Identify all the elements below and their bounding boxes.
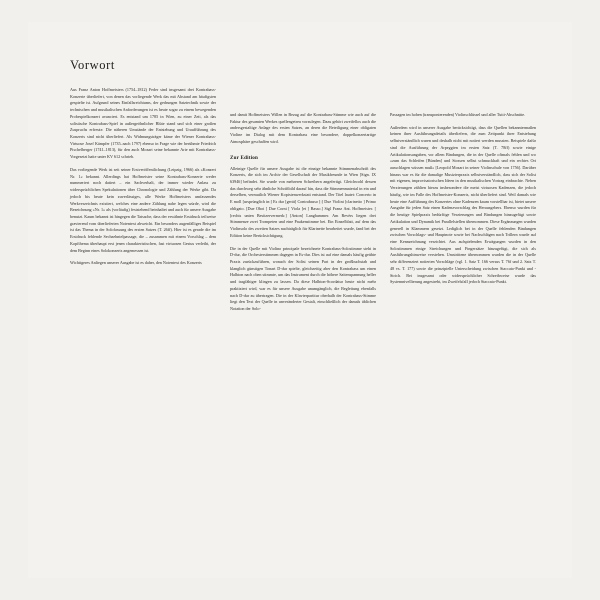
paragraph: Wichtigeres Anliegen unserer Ausgabe ist es daher, den Notentext des Konzerts [70, 260, 202, 266]
paragraph: Passagen im hohen (transponierenden) Violinschlüssel und aller Tutti-Abschnitte. [390, 112, 526, 117]
paragraph: Das vorliegende Werk ist seit seiner Erstveröffentlichung (Leipzig, 1966) als »Konzert Nr. 1« bekannt. Allerdings hat Hoffmeister seine Kontrabass-Konzerte weder nummeriert noch datiert – ein Sachverhalt, der immer wieder Anlass zu widersprüchlichen Spekulationen über Chronologie und Zählung der Werke gibt. Da jedoch bis heute kein zuverlässiges, alle Werke Hoffmeisters umfassendes Werkverzeichnis existiert, welches eine andere Zählung nahe legen würde, wird die Bezeichnung »Nr. 1« als (vorläufig) feststehend beinhaltet und auch für unsere Ausgabe benutzt. Kaum bekannt ist hingegen die Tatsache, dass der erwähnte Erstdruck teilweise gravierend vom überlieferten Notentext abweicht. Ein besonders augenfälliges Beispiel ist das Thema in der Solofassung des ersten Satzes (T. 26ff). Hier ist es gerade die im Erstdruck fehlende Sechzehntelpassage, die – zusammen mit einem Vorschlag – dem Kopfthema überhaupt erst jenen charakteristischen, fast virtuosen Gestus verleiht, der dem Beginn eines Solokonzerts angemessen ist. [70, 166, 216, 253]
paragraph: Aus Franz Anton Hoffmeisters (1754–1812) Feder sind insgesamt drei Kontrabass-Konzerte überliefert, von denen das vorliegende Werk das mit Abstand am häufigsten gespielte ist. Aufgrund seines Einfallsreichtums, der gedrungen Satztechnik sowie der technischen und musikalischen Anforderungen ist es heute sogar zu einem bewegenden Probespielkonzert avanciert. Es entstand um 1785 in Wien, zu einer Zeit, als das solistische Kontrabass-Spiel in außergeöhnlicher Blüte stand und sich einer großen Zuspruchs erfreute. Die näheren Umstände der Entstehung und Uraufführung des Konzerts sind nicht überliefert. Als Widmungsträger käme der Wiener Kontrabass-Virtuose Josef Kämpfer (1735–nach 1797) ebenso in Frage wie der berühmte Friedrich Pischelberger (1741–1813), für den auch Mozart seine bekannte Arie mit Kontrabass-Vorgesetzt hatte unter KV 612 schrieb. [70, 87, 216, 160]
text-column-2 [230, 87, 376, 319]
section-heading-zur-edition: Zur Edition [230, 154, 259, 161]
document-content [70, 58, 538, 548]
paragraph: Alleinige Quelle für unsere Ausgabe ist die einzige bekannte Stimmenabschrift des Konzerts, die sich im Archiv der Gesellschaft der Musikfreunde in Wien [Sign. IX 63946] befindet. Sie wurde von mehreren Schreibern angefertigt. Gleichwohl dessen das durchweg sehr ähnliche Schriftbild darauf hin, dass die Stimmenmaterial in ein und derselben, vermutlich Wiener Kopistenwerkstatt entstand. Der Titel lautet: Concerto in E moll [ursprünglich in:] Es dur [gerät] Contrabasso [:] Due Violini [clarinetto ] Primo obligato. [Due Oboi ] Due Corni [ Viola [et ] Basso.] Sigl Franz Ant. Hoffmeister. [ [rechts unten Besitzervermerk:] [Anton] Langhammer. Am Revèrs liegen drei Stimmenze zwei Trompeten und eine Paukenstimme bei. Ein Einzelblatt, auf dem das Violinsolo des zweiten Satzes nachträglich für Klarinette bearbeitet wurde, fand bei der Edition keine Berücksichtigung. [230, 165, 376, 238]
paragraph: Außerdem wird in unserer Ausgabe berücksichtigt, dass die Quellen bekanntermaßen keinen ihrer Ausführungsdetails überliefern, die zum Zeitpunkt ihrer Entstehung selbstverständlich waren und deshalb nicht mit notiert werden mussten. Beispiele dafür sind die Ausführung der Arpeggien im ersten Satz (T. 78ff) sowie einige Artikulationsangaben, vor allem Bindungen, die in der Quelle oftmals fehlen und wo »zum das Schleifen [Bünden] und Stossen selbst schmuckhaft und ein rechtes Ort ausschlagen wüssen muß« [Leopold Mozart in seiner Violinschule von 1756]. Darüber hinaus war es für die damalige Musizierpraxis selbstverständlich, dass sich der Solist mit eigenen, improvisatorischen Ideen in den musikalischen Vortrag einbrachte. Neben Verzierungen zählten hierzu insbesondere die meist virtuosen Kadenzen, die jedoch häufig, wie im Falle des Hoffmeister-Konzerts, nicht überliefert sind. Weil damals wie heute eine Aufführung des Konzertes ohne Kadenzen kaum vorstellbar ist, bietet unsere Ausgabe für jeden Satz einen Kadenzvorschlag des Herausgebers. Ebenso wurden für die heutige Spielpraxis bedürftige Verzierungen und Bindungen hinzugefügt sowie Artikulation und Dynamik bei Parallelstellen übernommen. Diese Ergänzungen wurden generell in Klammern gesetzt. Lediglich bei in der Quelle fehlenden Bindungen zwischen Vorschlags- und Hauptnote sowie bei Nachschlägen nach Trillern wurde auf eine Kennzeichnung verzichtet. Aus aufspielenden Erwägungen wurden in den Solostimmen einige Streichungen und Fingersätze hinzugefügt, die sich als Ausführungshinweise verstehen. Umstrittene übernommen wurden die in der Quelle sehr differenziert notierten Vorschläge (vgl. 1. Satz T. 166 versus T. 76f und 2. Satz T. 48 vs. T. 177) sowie die prinzipielle Unterscheidung zwischen Staccato-Punkt und -Strich. Bei insgesamt oder widersprüchlicher Schreibweise wurde das Systemnivellierung angestrebt, im Zweifelsfall jedoch Staccato-Punkt. [390, 124, 536, 285]
paragraph: und damit Hoffmeisters Willen in Bezug auf die Kontrabass-Stimme wie auch auf die Faktur des gesamten Werkes quellengetreu vorzulegen. Dazu gehört zweifellos auch die andersgestaltige Anlage des ersten Satzes, an deren die Beteiligung einer obligaten Violine im Dialog mit dem Kontrabass eine besondere, doppelkonzertartige Atmosphäre geschaffen wird. [230, 112, 376, 144]
text-column-1 [70, 87, 216, 273]
text-column-3 [390, 87, 536, 292]
paragraph: Die in der Quelle mit Violino principale bezeichnete Kontrabass-Solostimme steht in D-dur, die Orchesterstimmen dagegen in Es-dur. Dies ist auf eine damals häufig geübte Praxis zurückzuführen, wonach der Solist seinen Part in der großbuchstab und klanglich günstigen Tonart D-dur spielte, gleichzeitig aber den Kontrabass um einen Halbton nach oben stimmte, um das Instrument durch die höhere Saitenspannung heller und tragfähiger klingen zu lassen. Da diese Halbton-Scordatur heute nicht mehr praktiziert wird, war es für unsere Ausgabe unumgänglich, die Begleitung ebenfalls nach D-dur zu übertragen. Die in der Klavierpartitur oberhalb der Kontrabass-Stimme liegt den Text der Quelle in unveränderter Gestalt, einschließlich der damals üblichen Notation der Solo- [230, 245, 376, 311]
page-title: Vorwort [70, 58, 115, 72]
text-columns [70, 87, 538, 319]
document-sheet [28, 22, 572, 578]
